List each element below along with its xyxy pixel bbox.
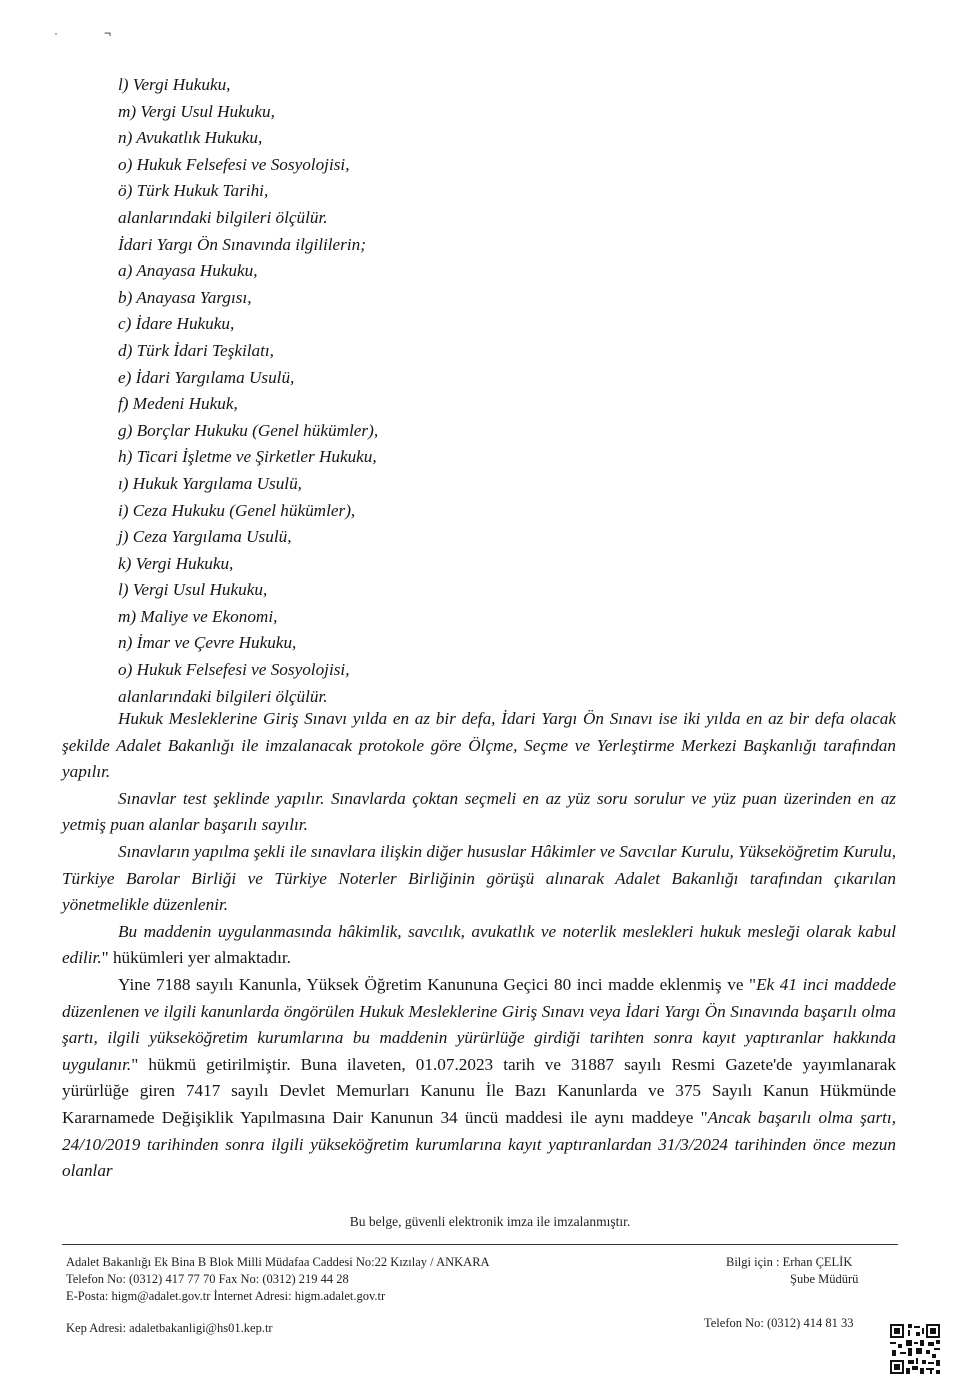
list-item: alanlarındaki bilgileri ölçülür.: [118, 207, 328, 227]
list-item: g) Borçlar Hukuku (Genel hükümler),: [118, 420, 379, 440]
qr-code-icon: [890, 1324, 940, 1374]
list-item: a) Anayasa Hukuku,: [118, 261, 258, 281]
paragraph-exam-regulation-text: Sınavların yapılma şekli ile sınavlara ilişkin diğer hususlar Hâkimler ve Savcılar Kurulu, Yükseköğretim Kurulu, Türkiye Barolar Birliği ve Türkiye Noterler Birliğinin görüşü alınarak Adalet Bakanlığı tarafından çıkarılan yönetmelikle düzenlenir.: [62, 841, 896, 915]
e-signature-note: Bu belge, güvenli elektronik imza ile imzalanmıştır.: [349, 1214, 631, 1229]
paragraph-temporary-article-intro: Yine 7188 sayılı Kanunla, Yüksek Öğretim Kanununa Geçici 80 inci madde eklenmiş ve ": [118, 974, 757, 994]
list-item: m) Vergi Usul Hukuku,: [118, 101, 275, 121]
list-item: j) Ceza Yargılama Usulü,: [118, 527, 292, 547]
body-text: [62, 706, 896, 1185]
paragraph-exam-schedule-text: Hukuk Mesleklerine Giriş Sınavı yılda en az bir defa, İdari Yargı Ön Sınavı ise iki yılda en az bir defa olacak şekilde Adalet Bakanlığı ile imzalanacak protokole göre Ölçme, Seçme ve Yerleştirme Merkezi Başkanlığı tarafından yapılır.: [62, 709, 896, 782]
footer-info-contact: [726, 1254, 858, 1288]
scan-mark-hook: ¬: [104, 26, 112, 40]
footer-phone-fax: Telefon No: (0312) 417 77 70 Fax No: (0312) 219 44 28: [66, 1272, 349, 1286]
list-item: ö) Türk Hukuk Tarihi,: [118, 181, 269, 201]
list-item: f) Medeni Hukuk,: [118, 394, 238, 414]
list-item: b) Anayasa Yargısı,: [118, 287, 252, 307]
list-item: m) Maliye ve Ekonomi,: [118, 606, 278, 626]
exam-subject-list: [118, 72, 918, 710]
list-item: e) İdari Yargılama Usulü,: [118, 367, 295, 387]
paragraph-exam-regulation: [62, 839, 896, 919]
paragraph-exam-schedule: [62, 706, 896, 786]
list-item: i) Ceza Hukuku (Genel hükümler),: [118, 500, 356, 520]
list-item: alanlarındaki bilgileri ölçülür.: [118, 686, 328, 706]
paragraph-temporary-article-quote: Ek 41 inci maddede düzenlenen ve ilgili kanunlarda öngörülen Hukuk Mesleklerine Giriş Sınavı veya İdari Yargı Ön Sınavında başarılı olma şartı, ilgili yükseköğretim kurumlarına bu maddenin yürürlüğe girdiği tarihten sonra kayıt yaptıranlar hakkında uygulanır.: [62, 974, 896, 1074]
footer-contact-block: [66, 1254, 490, 1337]
paragraph-temporary-article-amendment: " hükmü getirilmiştir. Buna ilaveten, 01.07.2023 tarih ve 31887 sayılı Resmi Gazete'de yayımlanarak yürürlüğe giren 7417 sayılı Devlet Memurları Kanunu İle Bazı Kanunlarda ve 375 Sayılı Kanun Hükmünde Kararnamede Değişiklik Yapılmasına Dair Kanunun 34 üncü maddesi ile aynı maddeye ": [62, 1054, 896, 1127]
list-item: h) Ticari İşletme ve Şirketler Hukuku,: [118, 447, 377, 467]
paragraph-legal-professions-italic: Bu maddenin uygulanmasında hâkimlik, savcılık, avukatlık ve noterlik meslekleri hukuk mesleği olarak kabul edilir.: [62, 921, 896, 968]
list-item: n) İmar ve Çevre Hukuku,: [118, 633, 297, 653]
list-item: l) Vergi Hukuku,: [118, 75, 231, 94]
paragraph-legal-professions-rest: " hükümleri yer almaktadır.: [101, 948, 291, 968]
paragraph-exam-format-text: Sınavlar test şeklinde yapılır. Sınavlarda çoktan seçmeli en az yüz soru sorulur ve yüz puan üzerinden en az yetmiş puan alanlar başarılı sayılır.: [62, 788, 896, 835]
paragraph-temporary-article: [62, 972, 896, 1185]
footer-contact-label: Bilgi için : Erhan ÇELİK: [726, 1255, 853, 1269]
footer-divider: [62, 1244, 898, 1245]
list-item: l) Vergi Usul Hukuku,: [118, 580, 268, 600]
paragraph-temporary-article-quote-2: Ancak başarılı olma şartı, 24/10/2019 tarihinden sonra ilgili yükseköğretim kurumlarına kayıt yaptıranlardan 31/3/2024 tarihinden önce mezun olanlar: [62, 1107, 896, 1181]
footer-email-web: E-Posta: higm@adalet.gov.tr İnternet Adresi: higm.adalet.gov.tr: [66, 1289, 386, 1303]
list-item: İdari Yargı Ön Sınavında ilgililerin;: [118, 234, 366, 254]
list-item: k) Vergi Hukuku,: [118, 553, 234, 573]
list-item: o) Hukuk Felsefesi ve Sosyolojisi,: [118, 154, 350, 174]
scan-mark: ·: [54, 26, 58, 40]
list-item: c) İdare Hukuku,: [118, 314, 235, 334]
list-item: d) Türk İdari Teşkilatı,: [118, 340, 274, 360]
list-item: o) Hukuk Felsefesi ve Sosyolojisi,: [118, 660, 350, 680]
footer-contact-phone: Telefon No: (0312) 414 81 33: [704, 1316, 854, 1330]
paragraph-legal-professions: [62, 919, 896, 972]
footer-kep-address: Kep Adresi: adaletbakanligi@hs01.kep.tr: [66, 1321, 273, 1335]
footer-contact-title: Şube Müdürü: [790, 1272, 859, 1286]
list-item: ı) Hukuk Yargılama Usulü,: [118, 473, 302, 493]
footer-address: Adalet Bakanlığı Ek Bina B Blok Milli Müdafaa Caddesi No:22 Kızılay / ANKARA: [66, 1255, 490, 1269]
paragraph-exam-format: [62, 786, 896, 839]
list-item: n) Avukatlık Hukuku,: [118, 128, 263, 148]
